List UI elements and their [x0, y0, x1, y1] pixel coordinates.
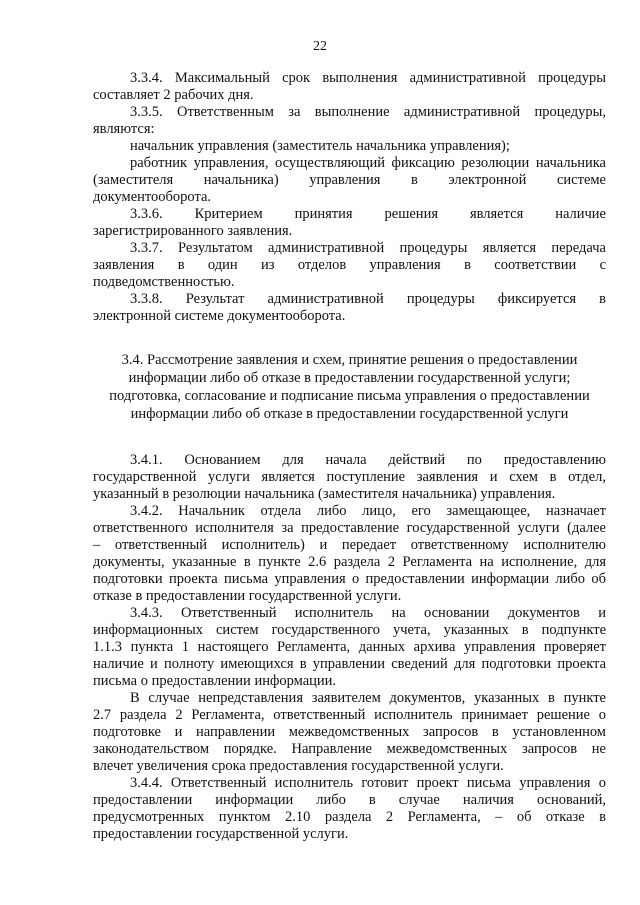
paragraph — [93, 138, 606, 155]
text-line: законодательством порядке. Направление межведомственных запросов не — [93, 741, 606, 757]
text-line: 3.3.4. Максимальный срок выполнения административной процедуры — [130, 70, 606, 86]
text-line: указанный в резолюции начальника (заместителя начальника) управления. — [93, 486, 556, 502]
text-line: 3.3.7. Результатом административной процедуры является передача — [130, 240, 606, 256]
paragraph — [93, 206, 606, 240]
paragraph — [93, 70, 606, 104]
text-line: подготовке и направлении межведомственных запросов в установленном — [93, 724, 606, 740]
paragraph — [93, 240, 606, 291]
text-line: информационных систем государственного учета, указанных в подпункте — [93, 622, 606, 638]
text-line: отказе в предоставлении государственной услуги. — [93, 588, 402, 604]
text-line: наличие и полноту имеющихся в управлении сведений для подготовки проекта — [93, 656, 606, 672]
text-line: заявления в один из отделов управления в соответствии с — [93, 257, 606, 273]
page-number: 22 — [313, 39, 327, 54]
text-line: 3.3.6. Критерием принятия решения является наличие — [130, 206, 606, 222]
text-line: работник управления, осуществляющий фиксацию резолюции начальника — [130, 155, 606, 171]
paragraph — [93, 155, 606, 206]
paragraph — [93, 104, 606, 138]
paragraph — [93, 291, 606, 325]
text-line: государственной услуги является поступление заявления и схем в отдел, — [93, 469, 606, 485]
text-line: начальник управления (заместитель начальника управления); — [130, 138, 510, 154]
paragraph — [93, 452, 606, 503]
text-line: письма о предоставлении информации. — [93, 673, 337, 689]
text-line: 3.3.8. Результат административной процедуры фиксируется в — [130, 291, 606, 307]
text-line: 3.3.5. Ответственным за выполнение административной процедуры, — [130, 104, 606, 120]
text-line: предоставлении государственной услуги. — [93, 826, 349, 842]
text-line: составляет 2 рабочих дня. — [93, 87, 254, 103]
text-line: электронной системе документооборота. — [93, 308, 346, 324]
text-line: предусмотренных пунктом 2.10 раздела 2 Регламента, – об отказе в — [93, 809, 606, 825]
text-line: являются: — [93, 121, 155, 137]
text-line: влечет увеличения срока предоставления государственной услуги. — [93, 758, 504, 774]
text-line: – ответственный исполнитель) и передает ответственному исполнителю — [93, 537, 606, 553]
text-line: 3.4.4. Ответственный исполнитель готовит проект письма управления о — [130, 775, 606, 791]
text-line: подготовки проекта письма управления о предоставлении информации либо об — [93, 571, 606, 587]
text-line: 3.4.1. Основанием для начала действий по предоставлению — [130, 452, 606, 468]
heading-line: информации либо об отказе в предоставлении государственной услуги; — [128, 370, 571, 386]
text-line: зарегистрированного заявления. — [93, 223, 293, 239]
section-3-4-heading — [93, 351, 606, 423]
text-line: документооборота. — [93, 189, 212, 205]
page-content — [93, 70, 606, 843]
paragraph — [93, 503, 606, 605]
text-line: 3.4.2. Начальник отдела либо лицо, его замещающее, назначает — [130, 503, 606, 519]
text-line: В случае непредставления заявителем документов, указанных в пункте — [130, 690, 606, 706]
paragraph — [93, 775, 606, 843]
heading-line: 3.4. Рассмотрение заявления и схем, принятие решения о предоставлении — [121, 352, 578, 368]
paragraph — [93, 605, 606, 690]
text-line: 3.4.3. Ответственный исполнитель на основании документов и — [130, 605, 606, 621]
heading-line: подготовка, согласование и подписание письма управления о предоставлении — [109, 388, 590, 404]
text-line: подведомственностью. — [93, 274, 235, 290]
heading-line: информации либо об отказе в предоставлении государственной услуги — [130, 406, 569, 422]
text-line: предоставлении информации либо в случае наличия оснований, — [93, 792, 606, 808]
text-line: 2.7 раздела 2 Регламента, ответственный исполнитель принимает решение о — [93, 707, 606, 723]
text-line: (заместителя начальника) управления в электронной системе — [93, 172, 606, 188]
paragraph — [93, 690, 606, 775]
section-3-4-paragraphs — [93, 452, 606, 843]
section-3-3-paragraphs — [93, 70, 606, 325]
text-line: ответственного исполнителя за предоставление государственной услуги (далее — [93, 520, 606, 536]
text-line: 1.1.3 пункта 1 настоящего Регламента, данных архива управления проверяет — [93, 639, 606, 655]
text-line: документы, указанные в пункте 2.6 раздела 2 Регламента на исполнение, для — [93, 554, 606, 570]
